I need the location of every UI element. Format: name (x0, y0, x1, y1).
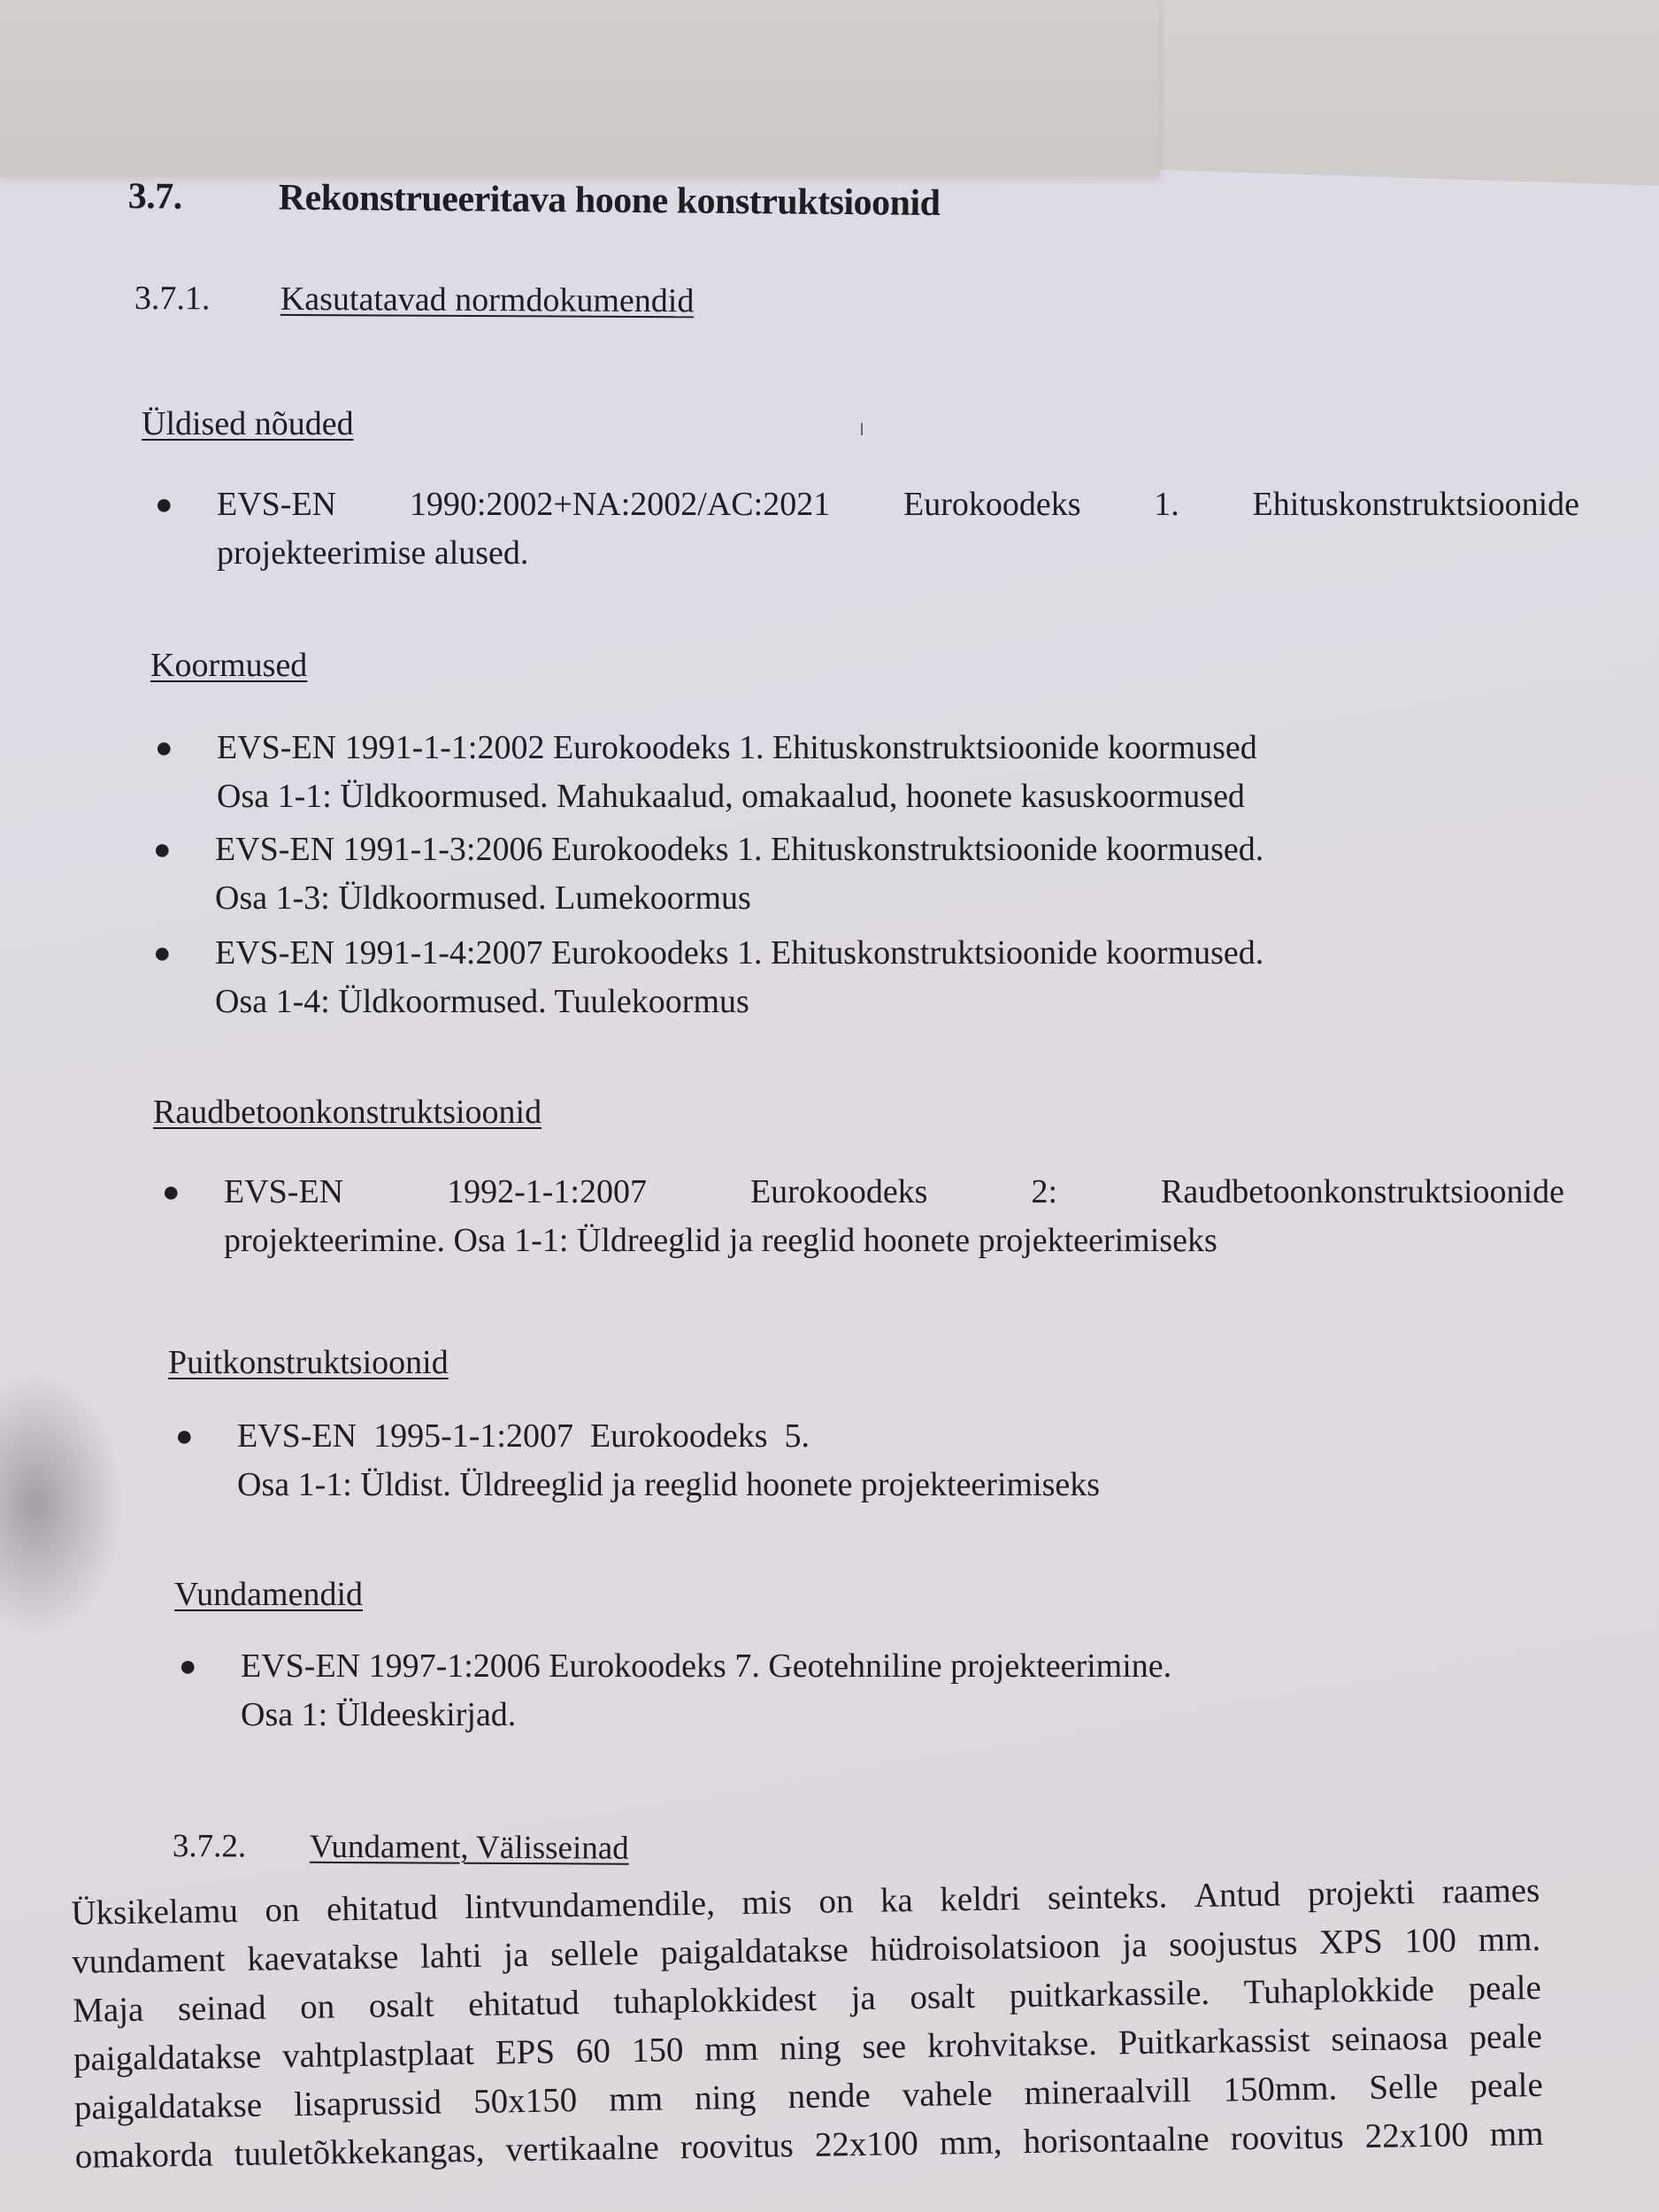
word: lintvundamendile, (464, 1884, 716, 1927)
word: peale (1468, 1968, 1542, 2008)
word: horisontaalne (1023, 2119, 1210, 2162)
word: 22x100 (1364, 2116, 1469, 2156)
list-item (153, 826, 1264, 923)
word: ning (779, 2028, 841, 2068)
word: see (862, 2027, 907, 2066)
bullet-icon: ● (153, 833, 172, 866)
list-item (155, 480, 1579, 578)
word: 1992-1-1:2007 (447, 1173, 647, 1210)
bullet-icon: ● (153, 937, 172, 970)
subsection-heading-1 (134, 279, 695, 320)
word: vertikaalne (505, 2128, 660, 2170)
list-item (175, 1412, 1101, 1509)
word: omakorda (74, 2135, 214, 2176)
word: Eurokoodeks (902, 486, 1081, 523)
word: 2: (1031, 1173, 1058, 1210)
list-item (179, 1642, 1172, 1740)
word: EVS-EN (224, 1173, 344, 1210)
word: on (818, 1882, 854, 1921)
word: ja (1121, 1925, 1148, 1965)
word: seinad (177, 1988, 266, 2029)
word: Selle (1368, 2067, 1439, 2107)
word: peale (1469, 2016, 1543, 2057)
group-heading-reinforced-concrete: Raudbetoonkonstruktsioonid (153, 1094, 542, 1131)
subsection-number: 3.7.2. (172, 1828, 247, 1865)
word: kaevatakse (246, 1938, 399, 1978)
item-line-1: EVS-EN 1991-1-4:2007 Eurokoodeks 1. Ehituskonstruktsioonide koormused. (215, 934, 1264, 972)
word: paigaldatakse (73, 2085, 263, 2127)
word: mm. (1478, 1919, 1541, 1960)
list-item (153, 929, 1264, 1026)
word: nende (787, 2076, 872, 2116)
subsection-title: Kasutatavad normdokumendid (280, 280, 695, 320)
word: seinaosa (1331, 2018, 1448, 2059)
word: mineraalvill (1024, 2071, 1192, 2113)
item-line-1 (217, 480, 1579, 529)
word: paigaldatakse (73, 2037, 262, 2078)
group-heading-foundations: Vundamendid (174, 1576, 364, 1613)
word: 100 (1404, 1921, 1457, 1961)
word: Maja (72, 1990, 144, 2030)
word: keldri (940, 1879, 1021, 1919)
word: lahti (419, 1936, 482, 1976)
word: sellele (549, 1933, 640, 1974)
list-item (162, 1168, 1564, 1265)
word: ehitatud (326, 1888, 438, 1929)
word: mm (608, 2079, 664, 2119)
group-heading-loads: Koormused (150, 647, 308, 684)
word: krohvitakse. (926, 2024, 1098, 2065)
word: vundament (71, 1940, 226, 1981)
body-paragraph (71, 1866, 1544, 2181)
word: roovitus (680, 2126, 795, 2167)
subsection-number: 3.7.1. (134, 280, 211, 318)
word: Eurokoodeks (749, 1173, 928, 1210)
bullet-icon: ● (179, 1650, 197, 1683)
word: XPS (1318, 1922, 1383, 1962)
word: soojustus (1168, 1924, 1298, 1964)
word: mm (1489, 2114, 1544, 2154)
word: ehitatud (467, 1983, 580, 2024)
word: on (299, 1987, 335, 2026)
subsection-heading-2 (173, 1827, 629, 1868)
word: vahtplastplaat (281, 2033, 475, 2076)
word: 1990:2002+NA:2002/AC:2021 (409, 486, 831, 523)
word: EPS (495, 2032, 556, 2072)
word: 1. (1154, 486, 1179, 523)
word: 60 (575, 2032, 611, 2071)
item-line-2: projekteerimine. Osa 1-1: Üldreeglid ja reeglid hoonete projekteerimiseks (224, 1222, 1217, 1259)
word: Raudbetoonkonstruktsioonide (1161, 1173, 1564, 1210)
bullet-icon: ● (162, 1176, 180, 1209)
subsection-title: Vundament, Välisseinad (309, 1828, 629, 1867)
word: osalt (368, 1985, 434, 2025)
item-line-1: EVS-EN 1995-1-1:2007 Eurokoodeks 5. (237, 1417, 810, 1455)
item-line-2: Osa 1-4: Üldkoormused. Tuulekoormus (215, 983, 749, 1020)
word: mm (704, 2029, 759, 2069)
item-line-2: Osa 1-1: Üldist. Üldreeglid ja reeglid hoonete projekteerimiseks (237, 1466, 1101, 1503)
word: hüdroisolatsioon (870, 1926, 1101, 1969)
word: Üksikelamu (71, 1892, 239, 1932)
group-heading-timber: Puitkonstruktsioonid (168, 1344, 449, 1381)
item-line-1: EVS-EN 1991-1-1:2002 Eurokoodeks 1. Ehituskonstruktsioonide koormused (217, 729, 1257, 766)
word: 50x150 (472, 2081, 578, 2121)
word: vahele (902, 2074, 993, 2115)
paper-mark (861, 423, 863, 435)
word: seinteks. (1047, 1877, 1168, 1917)
item-line-1: EVS-EN 1997-1:2006 Eurokoodeks 7. Geotehniline projekteerimine. (241, 1647, 1172, 1685)
word: Antud (1194, 1875, 1281, 1916)
item-line-1 (224, 1168, 1564, 1217)
item-line-1: EVS-EN 1991-1-3:2006 Eurokoodeks 1. Ehituskonstruktsioonide koormused. (215, 831, 1264, 868)
word: roovitus (1230, 2117, 1344, 2158)
word: tuhaplokkidest (613, 1979, 818, 2022)
word: 150 (631, 2031, 684, 2070)
word: 150mm. (1222, 2069, 1338, 2109)
word: on (265, 1890, 300, 1930)
section-number: 3.7. (127, 175, 182, 218)
section-title: Rekonstrueeritava hoone konstruktsioonid (278, 177, 941, 225)
word: ja (850, 1978, 877, 2018)
group-heading-general: Üldised nõuded (142, 405, 354, 442)
word: mis (741, 1883, 793, 1923)
word: raames (1441, 1870, 1540, 1911)
word: 22x100 (814, 2124, 919, 2164)
word: ja (503, 1935, 529, 1975)
word: tuuletõkkekangas, (234, 2131, 485, 2174)
word: lisaprussid (293, 2083, 442, 2124)
word: Tuhaplokkide (1243, 1970, 1435, 2012)
word: ka (879, 1881, 914, 1920)
bullet-icon: ● (175, 1420, 194, 1453)
word: puitkarkassile. (1009, 1973, 1210, 2016)
item-line-2: Osa 1-1: Üldkoormused. Mahukaalud, omakaalud, hoonete kasuskoormused (217, 778, 1245, 815)
bullet-icon: ● (155, 732, 173, 764)
item-line-2: Osa 1-3: Üldkoormused. Lumekoormus (215, 879, 751, 917)
item-line-2: projekteerimise alused. (217, 534, 529, 572)
section-heading (128, 175, 941, 225)
word: EVS-EN (217, 486, 337, 523)
list-item (155, 724, 1257, 821)
item-line-2: Osa 1: Üldeeskirjad. (241, 1696, 517, 1733)
word: Ehituskonstruktsioonide (1252, 486, 1579, 523)
word: mm, (939, 2123, 1002, 2162)
word: ning (694, 2078, 757, 2117)
bullet-icon: ● (155, 488, 173, 521)
word: paigaldatakse (660, 1931, 849, 1972)
word: projekti (1307, 1873, 1416, 1914)
word: osalt (910, 1977, 976, 2017)
word: peale (1470, 2065, 1544, 2106)
word: Puitkarkassist (1118, 2021, 1310, 2062)
